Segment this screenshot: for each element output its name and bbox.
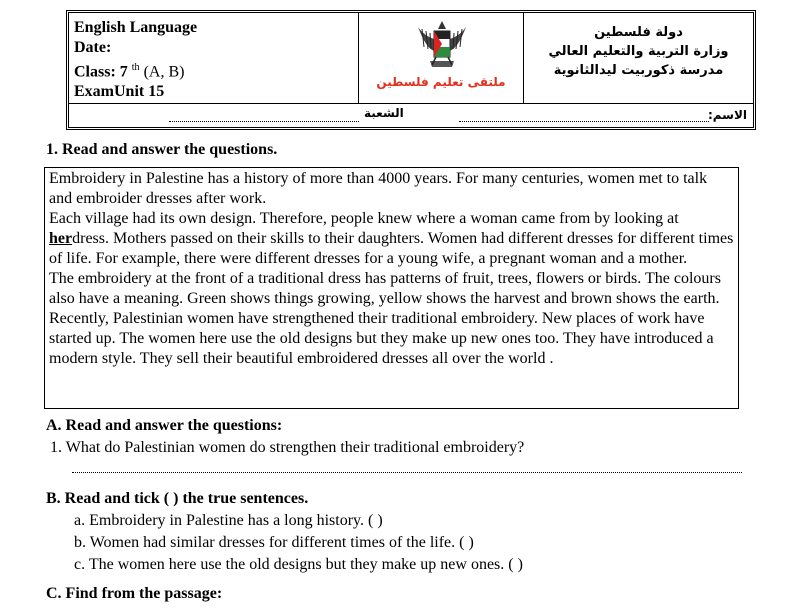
- reading-passage: [44, 167, 739, 409]
- name-label: الاسم:: [707, 108, 747, 122]
- section-a-title: A. Read and answer the questions:: [46, 417, 283, 434]
- exam-header: [66, 10, 756, 130]
- tick-item-a[interactable]: a. Embroidery in Palestine has a long history. ( ): [74, 512, 383, 529]
- ministry-name: وزارة التربية والتعليم العالي: [548, 44, 729, 59]
- header-emblem-block: [359, 13, 524, 103]
- exam-title: ExamUnit 15: [74, 83, 165, 101]
- section-a-question-1: 1. What do Palestinian women do strengthen their traditional embroidery?: [50, 439, 525, 456]
- passage-paragraph: Each village had its own design. Therefore, people knew where a woman came from by looking at herdress. Mothers passed on their skills to their daughters. Women had different dresses for different times of life. For example, there were different dresses for a young wife, a pregnant woman and a mother.: [49, 210, 734, 267]
- answer-line[interactable]: [72, 472, 742, 473]
- subject: English Language: [74, 19, 198, 36]
- student-name-row: [69, 105, 753, 127]
- header-info-block: [69, 13, 359, 103]
- question-1-title: 1. Read and answer the questions.: [46, 141, 278, 158]
- passage-paragraph: The embroidery at the front of a traditional dress has patterns of fruit, trees, flowers or birds. The colours also have a meaning. Green shows things growing, yellow shows the harvest and brown shows the earth.: [49, 270, 721, 307]
- class-section-label: الشعبة: [364, 106, 404, 120]
- header-divider: [69, 103, 753, 104]
- forum-caption: ملتقى تعليم فلسطين: [376, 75, 506, 89]
- passage-paragraph: Embroidery in Palestine has a history of more than 4000 years. For many centuries, women met to talk and embroider dresses after work.: [49, 170, 708, 207]
- passage-paragraph: Recently, Palestinian women have strengthened their traditional embroidery. New places of work have started up. The women here use the old designs but they make up new ones too. They have introduced a modern style. They sell their beautiful embroidered dresses all over the world .: [49, 310, 714, 367]
- class-info: Class: 7 $^{th}$ (A, B): [74, 62, 185, 81]
- date-label: Date:: [74, 39, 112, 56]
- tick-item-c[interactable]: c. The women here use the old designs but they make up new ones. ( ): [74, 556, 523, 573]
- class-section-field[interactable]: [169, 109, 359, 122]
- school-name: مدرسة ذكوربيت ليدالثانوية: [553, 63, 724, 78]
- header-ministry-block: [524, 13, 753, 103]
- section-c-title: C. Find from the passage:: [46, 585, 223, 602]
- tick-item-b[interactable]: b. Women had similar dresses for different times of the life. ( ): [74, 534, 474, 551]
- underlined-word: her: [49, 230, 73, 247]
- name-field[interactable]: [459, 109, 709, 122]
- palestine-eagle-icon: [412, 17, 472, 73]
- state-name: دولة فلسطين: [594, 25, 683, 40]
- section-b-title: B. Read and tick ( ) the true sentences.: [46, 490, 309, 507]
